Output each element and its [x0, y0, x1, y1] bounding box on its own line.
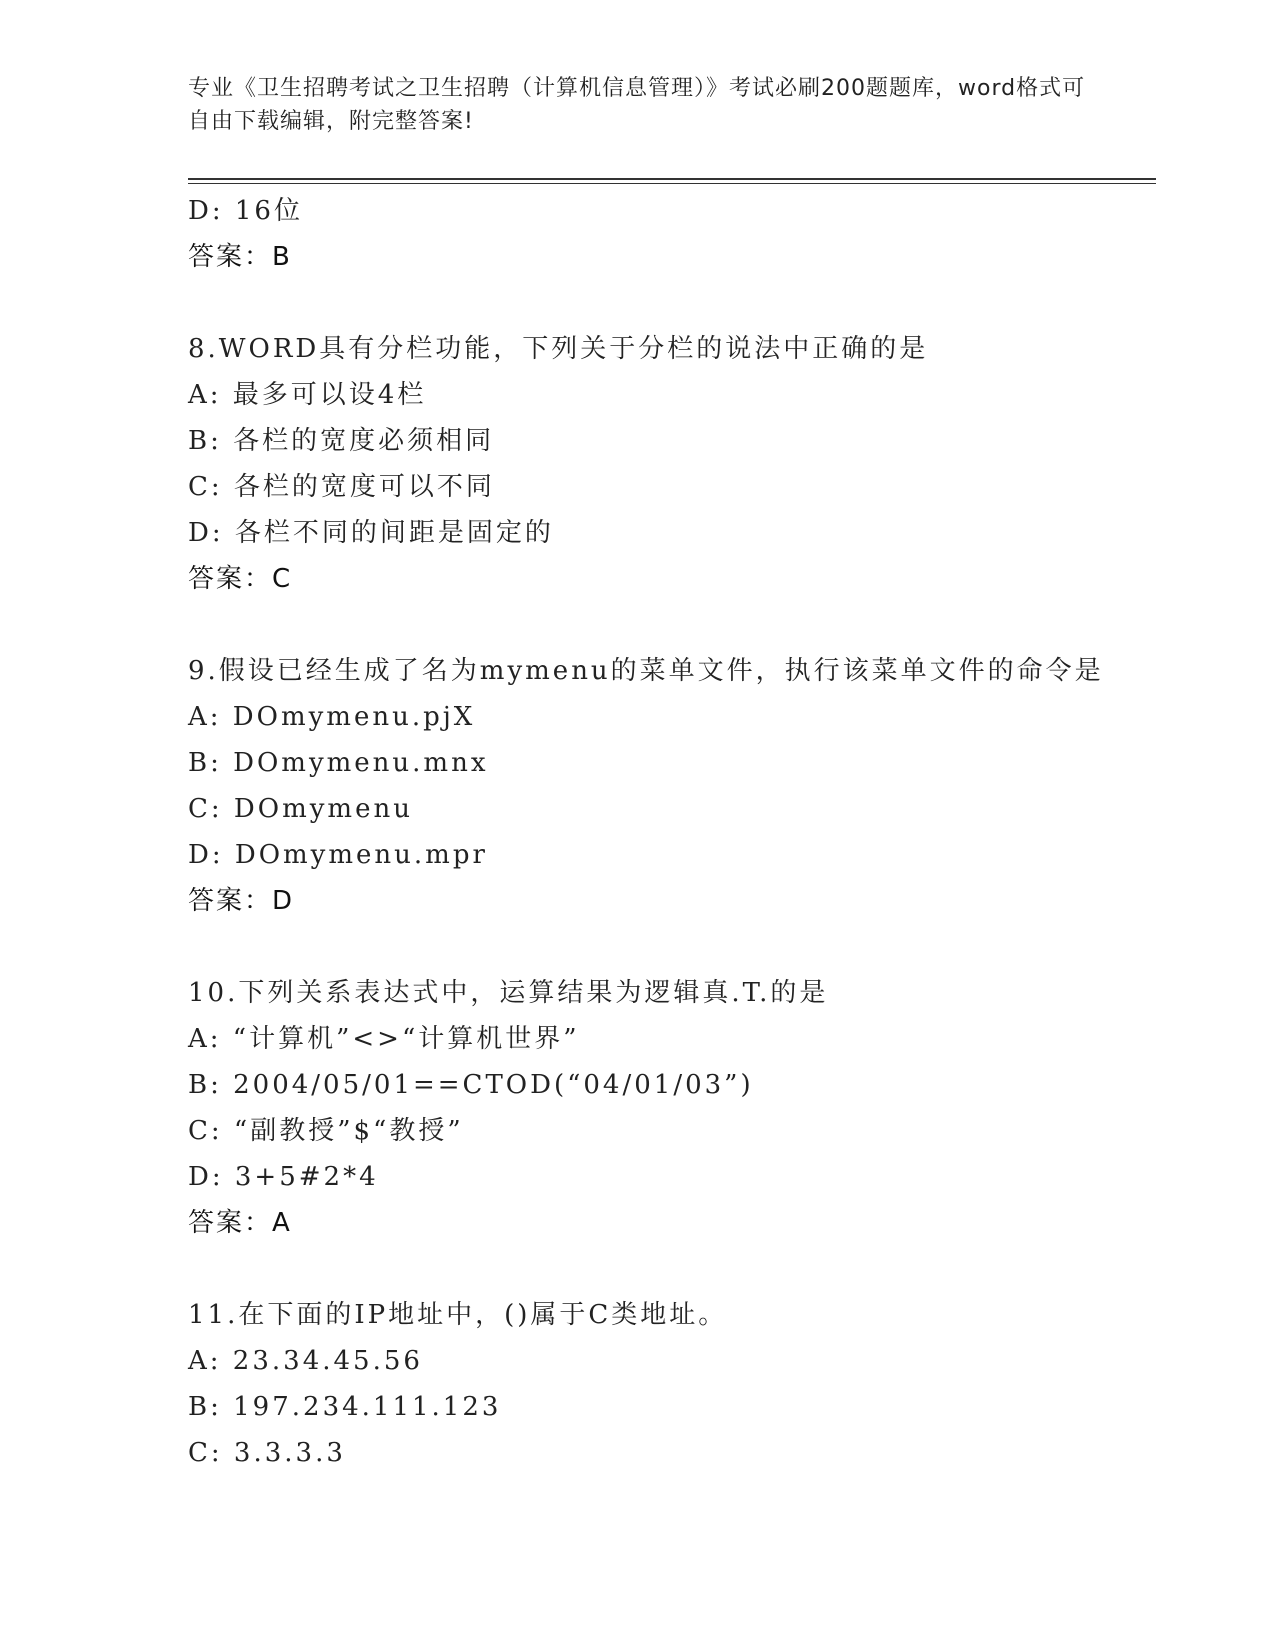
- option-c: C: 各栏的宽度可以不同: [188, 472, 495, 502]
- option-c: C: DOmymenu: [188, 794, 413, 824]
- option-b: B: 各栏的宽度必须相同: [188, 426, 495, 456]
- header-rule-thin: [188, 183, 1156, 184]
- option-d: D: 16位: [188, 196, 303, 226]
- option-b: B: 2004/05/01==CTOD(“04/01/03”): [188, 1070, 754, 1100]
- option-d: D: DOmymenu.mpr: [188, 840, 488, 870]
- option-a: A: DOmymenu.pjX: [188, 702, 476, 732]
- option-a: A: 23.34.45.56: [188, 1346, 423, 1376]
- answer-line: 答案：D: [188, 886, 295, 916]
- option-d: D: 3+5#2*4: [188, 1162, 379, 1192]
- question-stem: 11.在下面的IP地址中，()属于C类地址。: [188, 1300, 728, 1330]
- question-stem: 9.假设已经生成了名为mymenu的菜单文件，执行该菜单文件的命令是: [188, 656, 1104, 686]
- answer-line: 答案：A: [188, 1208, 292, 1238]
- question-stem: 8.WORD具有分栏功能，下列关于分栏的说法中正确的是: [188, 334, 929, 364]
- option-b: B: DOmymenu.mnx: [188, 748, 489, 778]
- header-rule: [188, 178, 1156, 180]
- option-c: C: 3.3.3.3: [188, 1438, 346, 1468]
- question-list: [188, 188, 1156, 1476]
- option-a: A: 最多可以设4栏: [188, 380, 427, 410]
- answer-line: 答案：C: [188, 564, 293, 594]
- answer-line: 答案：B: [188, 242, 292, 272]
- question-stem: 10.下列关系表达式中，运算结果为逻辑真.T.的是: [188, 978, 829, 1008]
- option-a: A: “计算机”<>“计算机世界”: [188, 1024, 580, 1054]
- option-d: D: 各栏不同的间距是固定的: [188, 518, 554, 548]
- option-b: B: 197.234.111.123: [188, 1392, 502, 1422]
- option-c: C: “副教授”$“教授”: [188, 1116, 464, 1146]
- document-header: 专业《卫生招聘考试之卫生招聘（计算机信息管理）》考试必刷200题题库，word格式可自由下载编辑，附完整答案!: [188, 76, 1086, 134]
